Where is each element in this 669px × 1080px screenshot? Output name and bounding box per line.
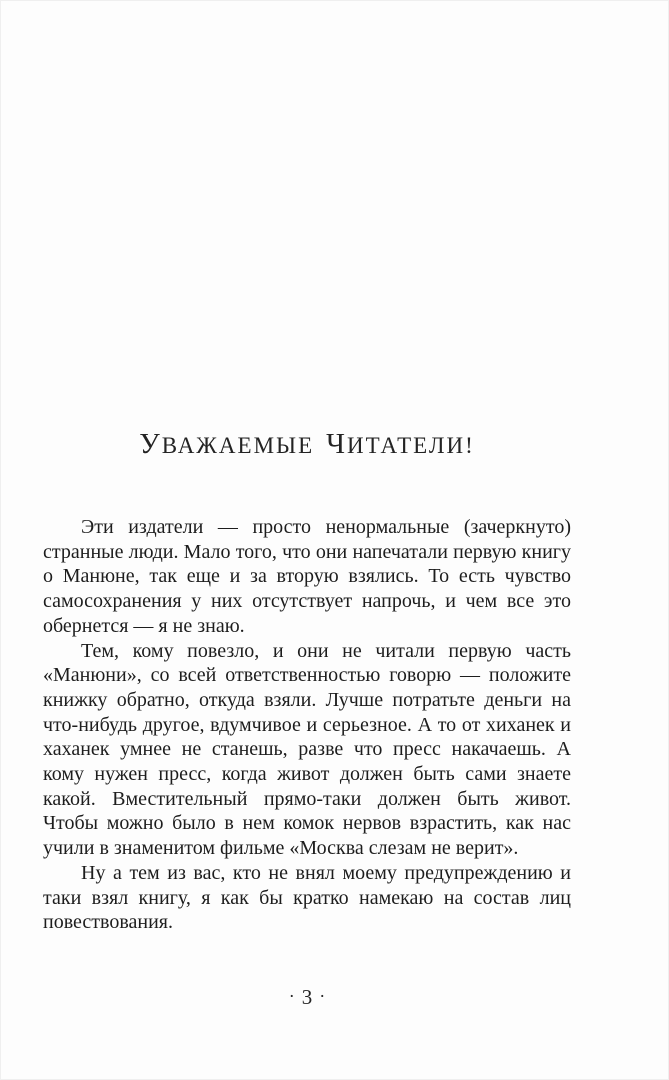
page-number-right-dot: · [319, 986, 326, 1006]
page-footer [43, 985, 571, 1010]
paragraph-1: Эти издатели — просто ненормальные (зачеркнуто) странные люди. Мало того, что они напечатали первую книгу о Манюне, так еще и за вторую взялись. То есть чувство самосохранения у них отсутствует напрочь, и чем все это обернется — я не знаю. [43, 516, 571, 637]
page-number-left-dot: · [288, 986, 295, 1006]
chapter-title-word-1-rest: ВАЖАЕМЫЕ [161, 433, 315, 458]
chapter-title-word-2-initial: Ч [326, 428, 347, 460]
paragraph-3: Ну а тем из вас, кто не внял моему предупреждению и таки взял книгу, я как бы кратко намекаю на состав лиц повествования. [43, 861, 571, 934]
chapter-title-word-2-rest: ИТАТЕЛИ! [346, 433, 475, 458]
chapter-title [43, 425, 571, 463]
paragraph-2: Тем, кому повезло, и они не читали первую часть «Манюни», со всей ответственностью говорю — положите книжку обратно, откуда взяли. Лучше потратьте деньги на что-нибудь другое, вдумчивое и серьезное. А то от хиханек и хаханек умнее не станешь, разве что пресс накачаешь. А кому нужен пресс, когда живот должен быть сами знаете какой. Вместительный прямо-таки должен быть живот. Чтобы можно было в нем комок нервов взрастить, как нас учили в знаменитом фильме «Москва слезам не верит». [43, 639, 571, 860]
chapter-title-word-1-initial: У [139, 428, 162, 460]
body-text [43, 515, 571, 935]
chapter-title-word-2 [326, 424, 475, 460]
page-number: 3 [301, 985, 313, 1009]
chapter-title-word-1 [139, 424, 314, 460]
